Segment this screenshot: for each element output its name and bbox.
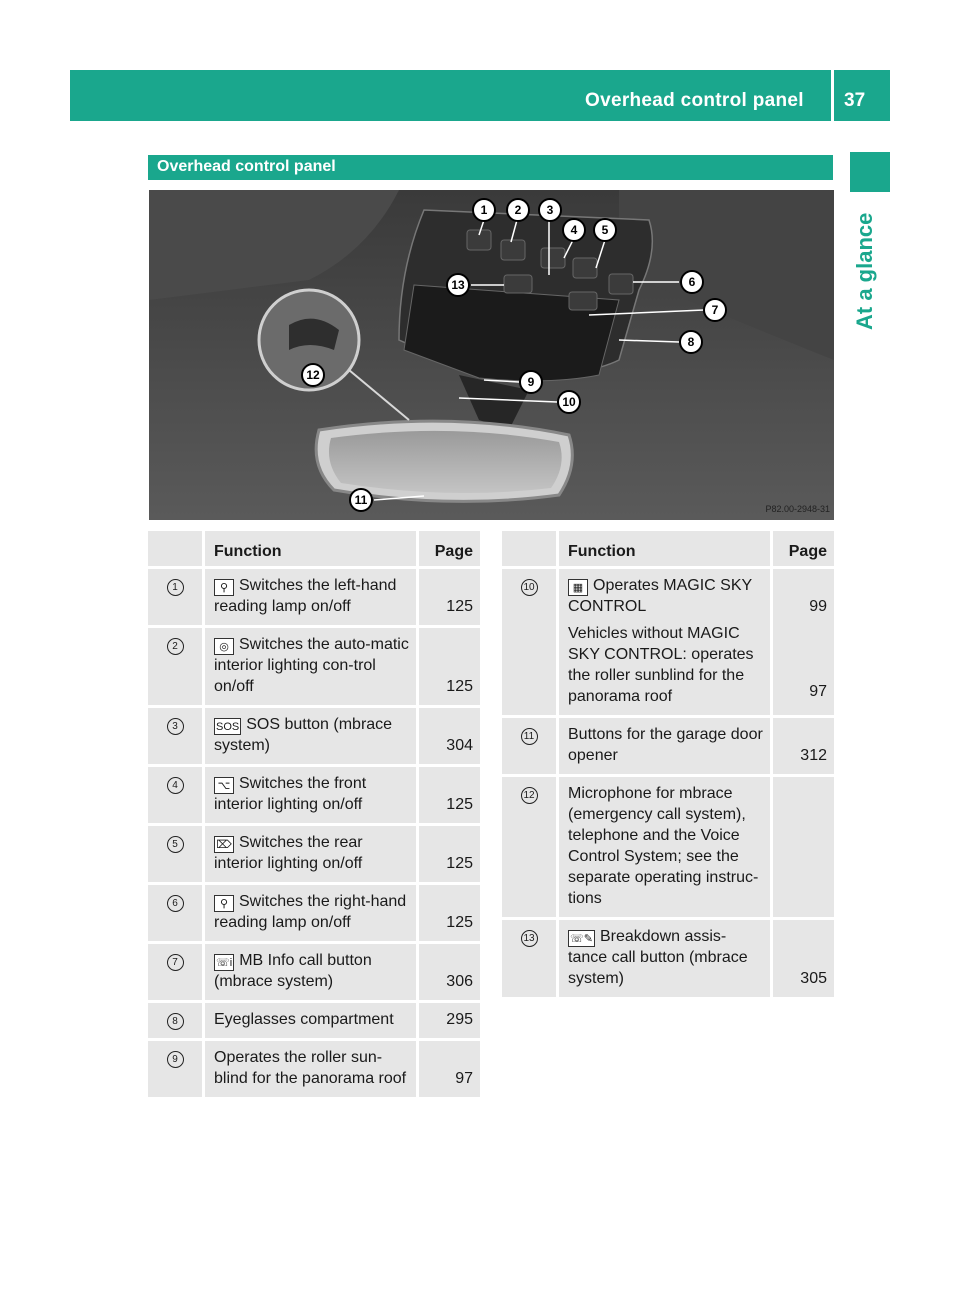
item-number: [502, 569, 556, 715]
info-call-icon: ☏i: [214, 954, 234, 971]
function-description: [214, 714, 410, 756]
table-row: [502, 920, 834, 997]
callout-2: 2: [514, 203, 522, 217]
page-reference: [773, 920, 834, 997]
table-row: [148, 628, 480, 705]
num-header: [148, 531, 202, 566]
function-description: [568, 783, 764, 909]
item-number: [148, 767, 202, 823]
page-number: 312: [800, 747, 827, 764]
item-number: [148, 1003, 202, 1038]
overhead-panel-figure: [149, 190, 834, 520]
function-text: Switches the right-hand reading lamp on/off: [214, 893, 407, 931]
callout-1: 1: [480, 203, 488, 217]
function-description: [214, 575, 410, 617]
function-description: [568, 926, 764, 989]
function-description: [214, 634, 410, 697]
section-title: Overhead control panel: [157, 158, 336, 175]
item-number: [148, 628, 202, 705]
magic-sky-icon: ▦: [568, 579, 588, 596]
sos-icon: SOS: [214, 718, 241, 735]
page-number: 304: [446, 737, 473, 754]
breakdown-call-icon: ☏✎: [568, 930, 595, 947]
figure-reference: P82.00-2948-31: [765, 504, 830, 514]
table-row: [148, 569, 480, 625]
function-cell: [202, 1003, 419, 1038]
callout-9: 9: [527, 375, 535, 389]
table-row: [148, 708, 480, 764]
item-number-badge: 13: [521, 930, 538, 947]
function-text: Buttons for the garage door opener: [568, 726, 763, 764]
function-cell: [202, 628, 419, 705]
callout-5: 5: [601, 223, 609, 237]
function-cell: [202, 569, 419, 625]
function-subnote: Vehicles without MAGIC SKY CONTROL: operates the roller sunblind for the panorama roof: [568, 625, 754, 705]
function-text: Switches the auto-matic interior lighting con-trol on/off: [214, 636, 409, 695]
function-description: [214, 950, 410, 992]
function-table-right: [502, 528, 834, 1000]
callout-13: 13: [451, 278, 465, 292]
page-number: 125: [446, 678, 473, 695]
table-body-right: [502, 569, 834, 997]
function-text: Switches the front interior lighting on/off: [214, 775, 367, 813]
function-text: Operates MAGIC SKY CONTROL: [568, 577, 752, 615]
page-reference: [419, 826, 480, 882]
function-cell: [202, 767, 419, 823]
function-description: [214, 773, 410, 815]
page-reference: [419, 628, 480, 705]
function-cell: [202, 1041, 419, 1097]
page-reference: [419, 708, 480, 764]
function-text: Microphone for mbrace (emergency call system), telephone and the Voice Control System; see the separate operating instruc-tions: [568, 785, 759, 907]
page-reference: [773, 569, 834, 715]
page-reference: [419, 767, 480, 823]
page-reference: [419, 885, 480, 941]
page-number: 295: [446, 1011, 473, 1028]
page-number: 125: [446, 914, 473, 931]
page-number-main: 99: [809, 598, 827, 615]
item-number-badge: 11: [521, 728, 538, 745]
page-reference: [773, 718, 834, 774]
callout-11: 11: [354, 493, 368, 507]
page-reference: [773, 777, 834, 917]
function-table-left: [148, 528, 480, 1100]
page-reference: [419, 569, 480, 625]
header-title: Overhead control panel: [585, 90, 804, 111]
item-number: [148, 826, 202, 882]
reading-lamp-icon: ⚲: [214, 579, 234, 596]
function-text: Operates the roller sun-blind for the panorama roof: [214, 1049, 407, 1087]
table-row: [148, 767, 480, 823]
function-description: [568, 724, 764, 766]
page-header: Page: [419, 531, 480, 566]
item-number: [148, 885, 202, 941]
reading-lamp-icon: ⚲: [214, 895, 234, 912]
callout-4: 4: [570, 223, 578, 237]
overhead-panel-illustration: [149, 190, 834, 520]
function-text: Switches the rear interior lighting on/off: [214, 834, 363, 872]
page-number: 125: [446, 855, 473, 872]
item-number: [502, 718, 556, 774]
item-number: [148, 569, 202, 625]
page-number: 305: [800, 970, 827, 987]
table-row: [148, 1003, 480, 1038]
front-interior-light-icon: ⌥: [214, 777, 234, 794]
table-body-left: [148, 569, 480, 1097]
item-number-badge: 9: [167, 1051, 184, 1068]
function-cell: [202, 944, 419, 1000]
function-description: [214, 891, 410, 933]
item-number: [148, 944, 202, 1000]
function-description: [214, 832, 410, 874]
callout-12: 12: [306, 368, 320, 382]
item-number-badge: 6: [167, 895, 184, 912]
item-number: [148, 708, 202, 764]
auto-light-icon: ◎: [214, 638, 234, 655]
function-cell: [556, 920, 773, 997]
table-row: [502, 777, 834, 917]
rear-interior-light-icon: ⌦: [214, 836, 234, 853]
page-number: 97: [455, 1070, 473, 1087]
header-separator: [831, 70, 834, 121]
page-number: 125: [446, 598, 473, 615]
item-number-badge: 8: [167, 1013, 184, 1030]
item-number: [502, 920, 556, 997]
table-header-row: [502, 531, 834, 566]
table-row: [148, 885, 480, 941]
table-row: [148, 826, 480, 882]
callout-7: 7: [711, 303, 719, 317]
side-tab-label: At a glance: [852, 212, 877, 330]
table-header-row: [148, 531, 480, 566]
function-text: Eyeglasses compartment: [214, 1011, 394, 1028]
callout-8: 8: [687, 335, 695, 349]
table-row: [148, 944, 480, 1000]
function-text: MB Info call button (mbrace system): [214, 952, 372, 990]
function-cell: [202, 885, 419, 941]
page-header: Page: [773, 531, 834, 566]
callout-10: 10: [562, 395, 576, 409]
function-cell: [556, 777, 773, 917]
item-number-badge: 4: [167, 777, 184, 794]
table-row: [148, 1041, 480, 1097]
function-cell: [202, 826, 419, 882]
item-number-badge: 2: [167, 638, 184, 655]
callout-6: 6: [688, 275, 696, 289]
function-header: Function: [202, 531, 419, 566]
item-number: [502, 777, 556, 917]
page-number: 37: [844, 90, 866, 111]
function-description: [568, 575, 764, 617]
item-number-badge: 7: [167, 954, 184, 971]
item-number-badge: 1: [167, 579, 184, 596]
function-text: Switches the left-hand reading lamp on/off: [214, 577, 397, 615]
function-text: SOS button (mbrace system): [214, 716, 393, 754]
item-number-badge: 3: [167, 718, 184, 735]
side-tab-marker: [850, 152, 890, 192]
function-description: [214, 1047, 410, 1089]
page-reference: [419, 944, 480, 1000]
page-number: 125: [446, 796, 473, 813]
page-reference: [419, 1041, 480, 1097]
table-row: [502, 569, 834, 715]
item-number-badge: 10: [521, 579, 538, 596]
page-number: 306: [446, 973, 473, 990]
num-header: [502, 531, 556, 566]
function-cell: [556, 569, 773, 715]
item-number-badge: 12: [521, 787, 538, 804]
page-number-sub: 97: [809, 683, 827, 700]
callout-3: 3: [546, 203, 554, 217]
table-row: [502, 718, 834, 774]
item-number-badge: 5: [167, 836, 184, 853]
function-header: Function: [556, 531, 773, 566]
function-cell: [202, 708, 419, 764]
page-reference: [419, 1003, 480, 1038]
item-number: [148, 1041, 202, 1097]
function-description: [214, 1009, 410, 1030]
function-cell: [556, 718, 773, 774]
function-text: Breakdown assis-tance call button (mbrace system): [568, 928, 748, 987]
